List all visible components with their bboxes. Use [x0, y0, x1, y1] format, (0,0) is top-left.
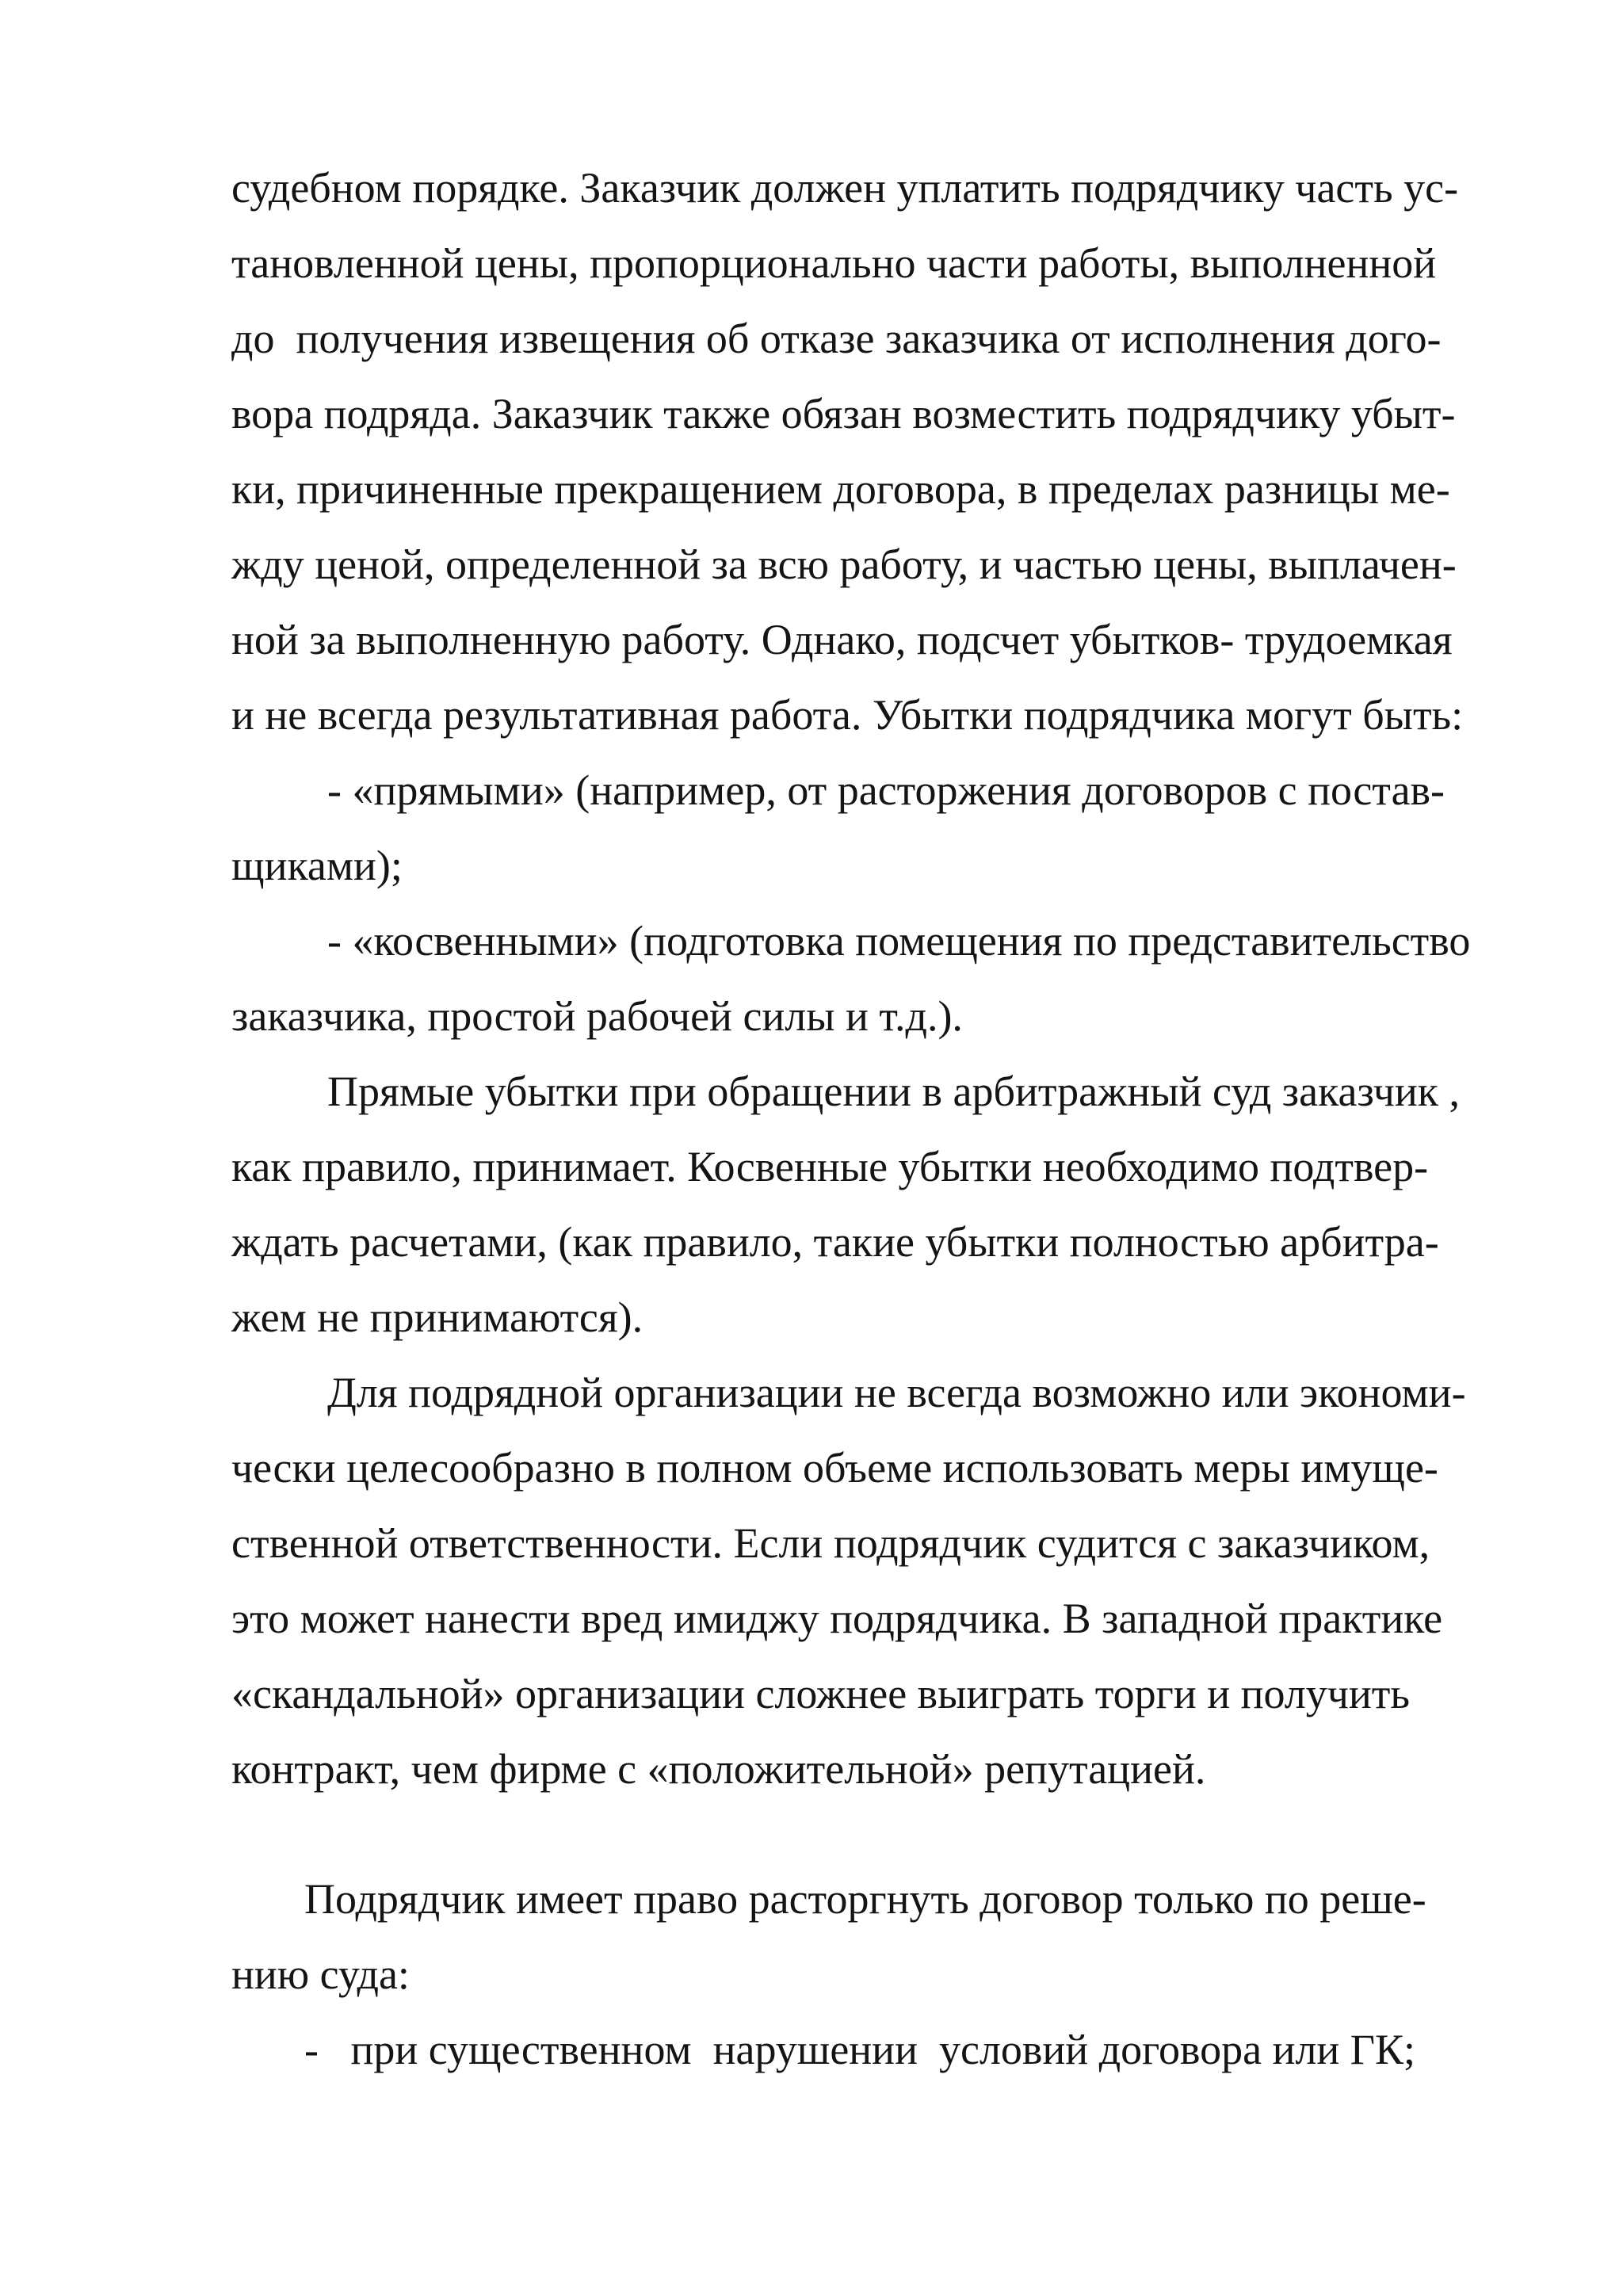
- text-line: как правило, принимает. Косвенные убытки необходимо подтвер-: [231, 1143, 1429, 1190]
- text-line: судебном порядке. Заказчик должен уплатить подрядчику часть ус-: [231, 164, 1459, 212]
- text-line: до получения извещения об отказе заказчика от исполнения дого-: [231, 315, 1442, 362]
- list-item: - при существенном нарушении условий договора или ГК;: [304, 2026, 1416, 2073]
- text-line: чески целесообразно в полном объеме использовать меры имуще-: [231, 1444, 1438, 1492]
- text-line: контракт, чем фирме с «положительной» репутацией.: [231, 1745, 1206, 1793]
- text-line: и не всегда результативная работа. Убытки подрядчика могут быть:: [231, 691, 1464, 739]
- text-line: Подрядчик имеет право расторгнуть договор только по реше-: [304, 1875, 1426, 1923]
- text-line: жду ценой, определенной за всю работу, и частью цены, выплачен-: [231, 541, 1457, 588]
- text-line: вора подряда. Заказчик также обязан возместить подрядчику убыт-: [231, 390, 1456, 437]
- text-line: «скандальной» организации сложнее выиграть торги и получить: [231, 1670, 1411, 1717]
- text-line: ной за выполненную работу. Однако, подсчет убытков- трудоемкая: [231, 616, 1453, 663]
- text-line: жем не принимаются).: [231, 1293, 643, 1341]
- text-line: ждать расчетами, (как правило, такие убытки полностью арбитра-: [231, 1218, 1439, 1266]
- text-line: нию суда:: [231, 1950, 410, 1998]
- list-item: - «косвенными» (подготовка помещения по представительство: [327, 917, 1471, 965]
- list-item: - «прямыми» (например, от расторжения договоров с постав-: [327, 766, 1445, 814]
- text-line: щиками);: [231, 842, 403, 889]
- text-line: ки, причиненные прекращением договора, в пределах разницы ме-: [231, 465, 1450, 513]
- text-line: Прямые убытки при обращении в арбитражный суд заказчик ,: [327, 1068, 1461, 1115]
- text-line: Для подрядной организации не всегда возможно или экономи-: [327, 1369, 1466, 1416]
- text-line: это может нанести вред имиджу подрядчика. В западной практике: [231, 1595, 1443, 1642]
- text-line: ственной ответственности. Если подрядчик судится с заказчиком,: [231, 1519, 1430, 1567]
- text-line: тановленной цены, пропорционально части работы, выполненной: [231, 239, 1437, 287]
- text-line: заказчика, простой рабочей силы и т.д.).: [231, 992, 963, 1040]
